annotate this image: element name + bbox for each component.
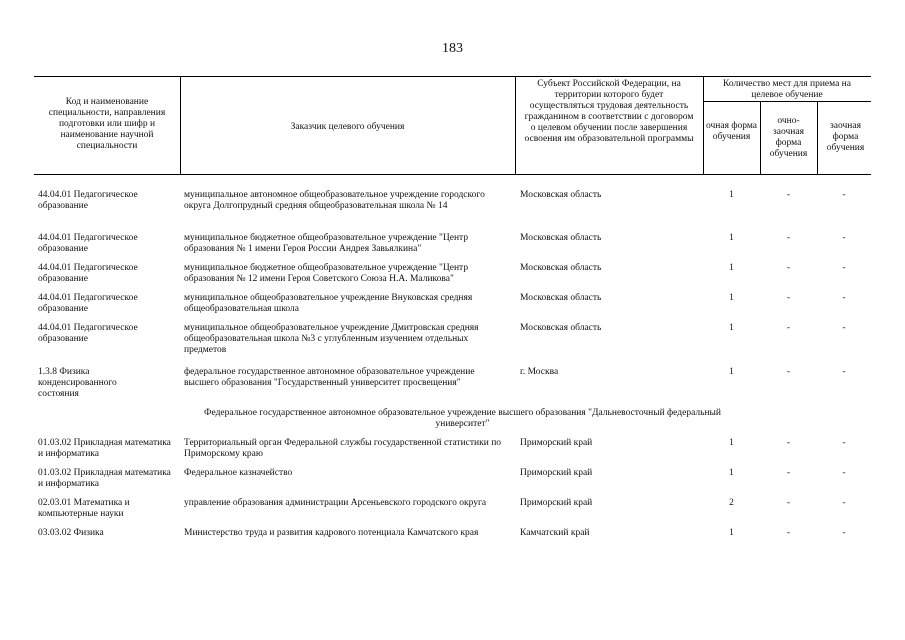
row-region: Московская область bbox=[520, 233, 602, 243]
row-part-time: - bbox=[786, 498, 791, 508]
row-code: 44.04.01 Педагогическое образование bbox=[38, 323, 138, 344]
row-part-time: - bbox=[786, 190, 791, 200]
row-customer: Федеральное казначейство bbox=[184, 468, 293, 478]
header-places: Количество мест для приема на целевое обучение bbox=[723, 79, 851, 100]
header-divider bbox=[703, 76, 704, 174]
row-customer: муниципальное бюджетное общеобразовательное учреждение "Центр образования № 1 имени Героя России Андрея Завьялкина" bbox=[184, 233, 469, 254]
row-region: Московская область bbox=[520, 263, 602, 273]
row-customer: управление образования администрации Арсеньевского городского округа bbox=[184, 498, 487, 508]
row-code: 44.04.01 Педагогическое образование bbox=[38, 190, 138, 211]
row-code: 44.04.01 Педагогическое образование bbox=[38, 293, 138, 314]
row-code: 01.03.02 Прикладная математика и информатика bbox=[38, 438, 171, 459]
row-code: 01.03.02 Прикладная математика и информатика bbox=[38, 468, 171, 489]
row-region: Московская область bbox=[520, 293, 602, 303]
row-part-time: - bbox=[786, 293, 791, 303]
header-part-time: очно-заочная форма обучения bbox=[769, 116, 808, 159]
row-region: Приморский край bbox=[520, 438, 593, 448]
header-code: Код и наименование специальности, направления подготовки или шифр и наименование научной специальности bbox=[48, 97, 166, 151]
row-distance: - bbox=[842, 367, 846, 377]
row-customer: муниципальное автономное общеобразовательное учреждение городского округа Долгопрудный средняя общеобразовательная школа № 14 bbox=[184, 190, 485, 211]
row-full-time: 1 bbox=[729, 367, 734, 377]
row-customer: федеральное государственное автономное образовательное учреждение высшего образования "Государственный университет просвещения" bbox=[184, 367, 475, 388]
row-distance: - bbox=[842, 323, 846, 333]
row-distance: - bbox=[842, 233, 846, 243]
header-sub-rule bbox=[703, 101, 871, 102]
row-code: 1.3.8 Физика конденсированного состояния bbox=[38, 367, 117, 399]
row-distance: - bbox=[842, 263, 846, 273]
row-customer: Территориальный орган Федеральной службы государственной статистики по Приморскому краю bbox=[184, 438, 502, 459]
row-code: 44.04.01 Педагогическое образование bbox=[38, 233, 138, 254]
row-full-time: 1 bbox=[729, 190, 734, 200]
section-title: Федеральное государственное автономное образовательное учреждение высшего образования "Дальневосточный федеральный университет" bbox=[203, 408, 722, 429]
row-code: 02.03.01 Математика и компьютерные науки bbox=[38, 498, 130, 519]
header-divider bbox=[817, 101, 818, 174]
row-customer: муниципальное общеобразовательное учреждение Внуковская средняя общеобразовательная школа bbox=[184, 293, 473, 314]
row-full-time: 1 bbox=[729, 233, 734, 243]
row-code: 44.04.01 Педагогическое образование bbox=[38, 263, 138, 284]
row-distance: - bbox=[842, 438, 846, 448]
row-distance: - bbox=[842, 293, 846, 303]
header-customer: Заказчик целевого обучения bbox=[290, 122, 405, 132]
row-full-time: 1 bbox=[729, 528, 734, 538]
header-divider bbox=[515, 76, 516, 174]
row-region: Приморский край bbox=[520, 468, 593, 478]
row-part-time: - bbox=[786, 528, 791, 538]
row-distance: - bbox=[842, 528, 846, 538]
row-distance: - bbox=[842, 190, 846, 200]
row-part-time: - bbox=[786, 367, 791, 377]
row-customer: муниципальное общеобразовательное учреждение Дмитровская средняя общеобразовательная школа №3 с углубленным изучением отдельных предметов bbox=[184, 323, 479, 355]
row-region: Камчатский край bbox=[520, 528, 590, 538]
header-divider bbox=[180, 76, 181, 174]
row-full-time: 1 bbox=[729, 323, 734, 333]
row-part-time: - bbox=[786, 438, 791, 448]
row-customer: Министерство труда и развития кадрового потенциала Камчатского края bbox=[184, 528, 479, 538]
row-full-time: 2 bbox=[729, 498, 734, 508]
header-bottom-rule bbox=[34, 174, 871, 175]
row-full-time: 1 bbox=[729, 438, 734, 448]
header-distance: заочная форма обучения bbox=[826, 121, 865, 153]
row-full-time: 1 bbox=[729, 293, 734, 303]
row-full-time: 1 bbox=[729, 468, 734, 478]
row-part-time: - bbox=[786, 468, 791, 478]
row-region: г. Москва bbox=[520, 367, 559, 377]
row-part-time: - bbox=[786, 323, 791, 333]
row-distance: - bbox=[842, 468, 846, 478]
header-full-time: очная форма обучения bbox=[706, 121, 758, 142]
row-code: 03.03.02 Физика bbox=[38, 528, 104, 538]
page-number: 183 bbox=[442, 41, 463, 56]
row-part-time: - bbox=[786, 263, 791, 273]
row-customer: муниципальное бюджетное общеобразовательное учреждение "Центр образования № 12 имени Героя Советского Союза Н.А. Маликова" bbox=[184, 263, 469, 284]
row-distance: - bbox=[842, 498, 846, 508]
row-region: Приморский край bbox=[520, 498, 593, 508]
row-part-time: - bbox=[786, 233, 791, 243]
header-region: Субъект Российской Федерации, на территории которого будет осуществляться трудовая деятельность гражданином в соответствии с договором о целевом обучении после завершения освоения им образовательной программы bbox=[524, 79, 694, 144]
header-divider bbox=[760, 101, 761, 174]
row-full-time: 1 bbox=[729, 263, 734, 273]
row-region: Московская область bbox=[520, 190, 602, 200]
row-region: Московская область bbox=[520, 323, 602, 333]
header-top-rule bbox=[34, 76, 871, 77]
